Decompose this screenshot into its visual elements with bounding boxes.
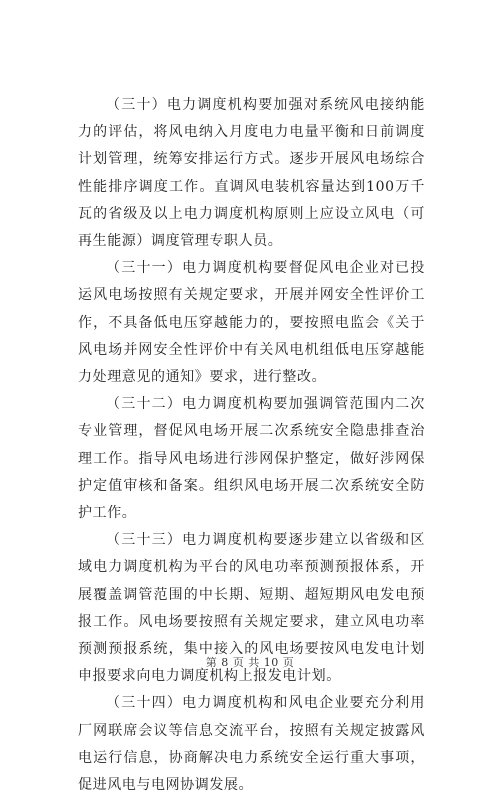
- paragraph-33: （三十三）电力调度机构要逐步建立以省级和区域电力调度机构为平台的风电功率预测预报体系，开展覆盖调管范围的中长期、短期、超短期风电发电预报工作。风电场要按照有关规定要求，建立风电功率预测预报系统，集中接入的风电场要按风电发电计划申报要求向电力调度机构上报发电计划。: [78, 532, 425, 685]
- paragraph-32: （三十二）电力调度机构要加强调管范围内二次专业管理，督促风电场开展二次系统安全隐患排查治理工作。指导风电场进行涉网保护整定，做好涉网保护定值审核和备案。组织风电场开展二次系统安全防护工作。: [78, 396, 425, 522]
- paragraph-31: （三十一）电力调度机构要督促风电企业对已投运风电场按照有关规定要求，开展并网安全性评价工作，不具备低电压穿越能力的，要按照电监会《关于风电场并网安全性评价中有关风电机组低电压穿越能力处理意见的通知》要求，进行整改。: [78, 260, 425, 386]
- page-footer: 第 8 页 共 10 页: [205, 656, 295, 669]
- document-body: [78, 92, 425, 799]
- paragraph-30: （三十）电力调度机构要加强对系统风电接纳能力的评估，将风电纳入月度电力电量平衡和日前调度计划管理，统筹安排运行方式。逐步开展风电场综合性能排序调度工作。直调风电装机容量达到100万千瓦的省级及以上电力调度机构原则上应设立风电（可再生能源）调度管理专职人员。: [78, 97, 425, 250]
- paragraph-34: （三十四）电力调度机构和风电企业要充分利用厂网联席会议等信息交流平台，按照有关规定披露风电运行信息，协商解决电力系统安全运行重大事项，促进风电与电网协调发展。: [78, 695, 425, 794]
